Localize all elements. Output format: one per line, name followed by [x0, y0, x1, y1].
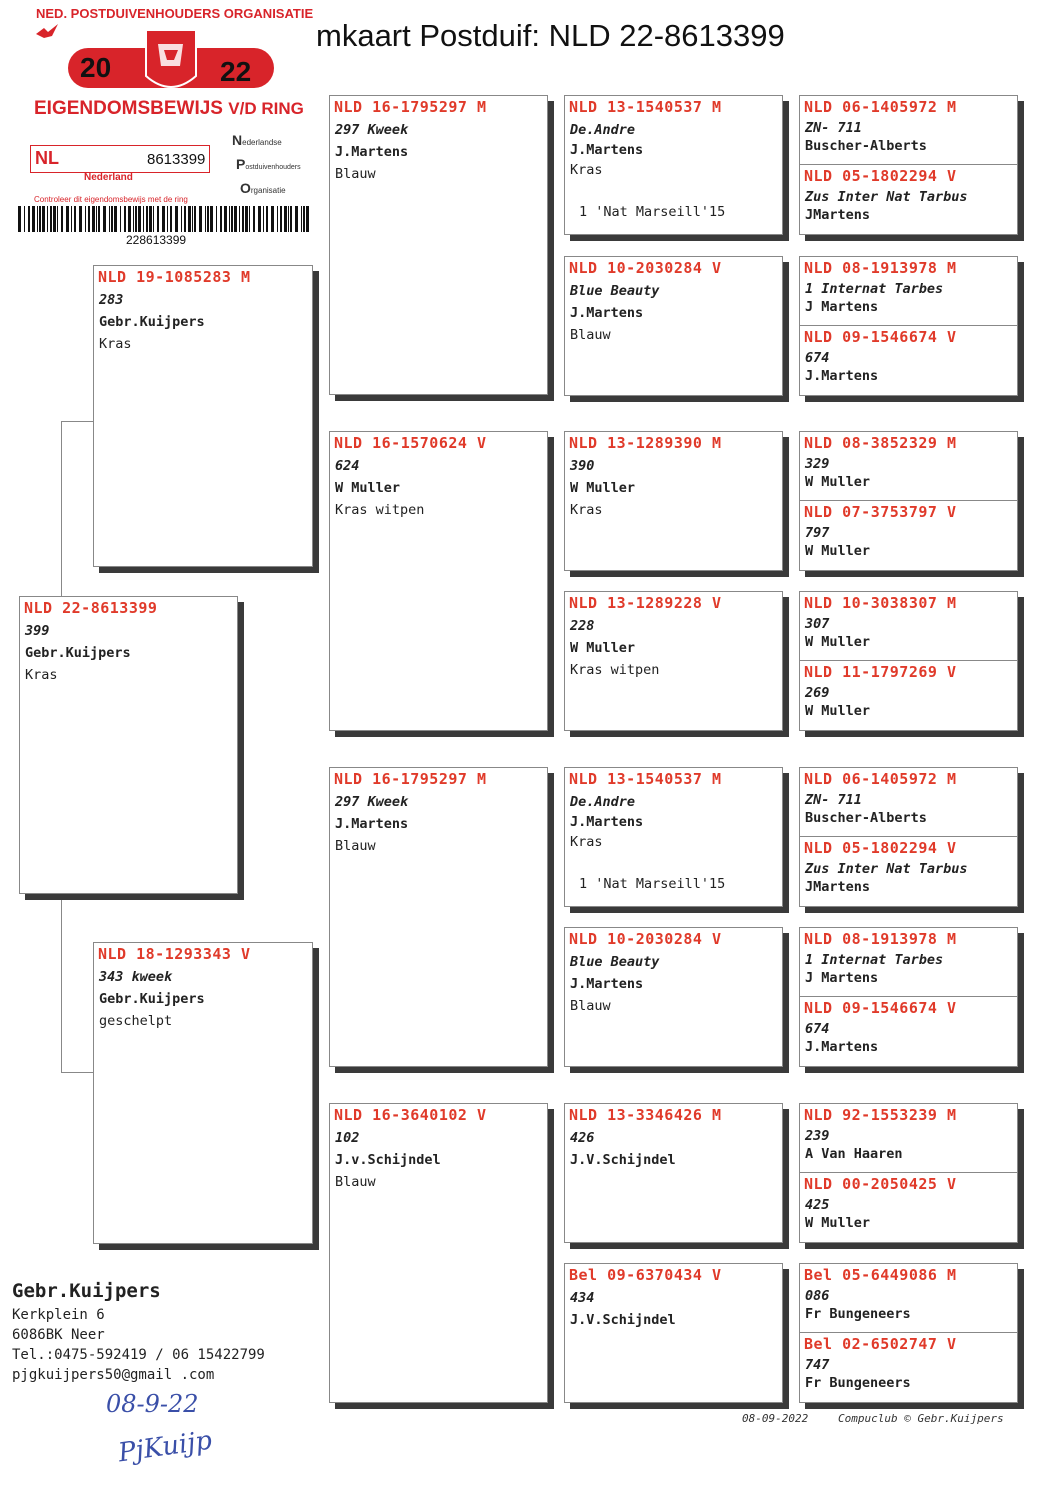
pigeon-name: 390 [570, 458, 595, 474]
barcode-bar [284, 206, 287, 232]
pigeon-color: Kras [570, 162, 603, 178]
barcode-bar [295, 206, 298, 232]
npo-line-n: Nederlandse [232, 132, 282, 148]
pigeon-extra: 1 'Nat Marseill'15 [579, 876, 726, 892]
ancestor-top [800, 1264, 1017, 1332]
ring-number: NLD 16-1570624 V [334, 434, 487, 452]
pigeon-owner: Buscher-Alberts [805, 138, 927, 154]
ring-number: NLD 13-1289228 V [569, 594, 722, 612]
pigeon-name: 434 [570, 1290, 595, 1306]
barcode-bar [234, 206, 237, 232]
pigeon-name: 1 Internat Tarbes [805, 281, 944, 297]
pigeon-name: 297 Kweek [335, 122, 409, 138]
barcode-bar [28, 206, 30, 232]
pigeon-color: Kras witpen [570, 662, 660, 678]
barcode-bar [79, 206, 82, 232]
pigeon-name: 239 [805, 1128, 830, 1144]
pigeon-name: 426 [570, 1130, 595, 1146]
ring-number: NLD 09-1546674 V [804, 999, 957, 1017]
barcode-bar [53, 206, 56, 232]
pigeon-owner: Gebr.Kuijpers [99, 314, 205, 330]
headline-main: EIGENDOMSBEWIJS [34, 98, 223, 119]
ancestor-bottom [800, 836, 1017, 909]
barcode-bar [188, 206, 191, 232]
pigeon-card-fmm[interactable] [564, 591, 783, 731]
ring-number: NLD 08-1913978 M [804, 930, 957, 948]
ring-number: NLD 08-3852329 M [804, 434, 957, 452]
ancestor-top [800, 592, 1017, 660]
pigeon-owner: J.Martens [335, 816, 409, 832]
barcode-bar [98, 206, 100, 232]
ancestor-pair-card[interactable] [799, 95, 1018, 235]
pigeon-owner: W Muller [335, 480, 401, 496]
ring-number: NLD 16-1795297 M [334, 98, 487, 116]
pigeon-card-mm[interactable] [329, 1103, 548, 1403]
pigeon-owner: JMartens [805, 207, 871, 223]
barcode-bar [157, 206, 159, 232]
barcode-bar [128, 206, 131, 232]
pigeon-name: ZN- 711 [805, 792, 862, 808]
pigeon-owner: J.Martens [335, 144, 409, 160]
ancestor-bottom [800, 500, 1017, 573]
pigeon-color: Kras [570, 834, 603, 850]
barcode-bar [205, 206, 206, 232]
barcode-bar [32, 206, 35, 232]
pigeon-color: Blauw [335, 838, 376, 854]
pigeon-owner: J.V.Schijndel [570, 1152, 676, 1168]
barcode-bar [224, 206, 227, 232]
barcode-bar [111, 206, 113, 232]
pigeon-owner: W Muller [805, 474, 871, 490]
ring-number: NLD 16-1795297 M [334, 770, 487, 788]
pigeon-owner: Gebr.Kuijpers [25, 645, 131, 661]
ancestor-pair-card[interactable] [799, 431, 1018, 571]
barcode-bar [306, 206, 309, 232]
barcode-bar [216, 206, 217, 232]
page-title: mkaart Postduif: NLD 22-8613399 [316, 18, 785, 53]
pigeon-name: 747 [805, 1357, 830, 1373]
footer-credit: Compuclub © Gebr.Kuijpers [838, 1412, 1004, 1425]
pigeon-owner: J.Martens [570, 142, 644, 158]
barcode-bar [50, 206, 52, 232]
barcode-bar [229, 206, 230, 232]
pigeon-name: 297 Kweek [335, 794, 409, 810]
pigeon-card-mmf[interactable] [564, 1103, 783, 1243]
owner-phone: Tel.:0475-592419 / 06 15422799 [12, 1347, 265, 1363]
connector-top [61, 421, 93, 422]
ancestor-top [800, 257, 1017, 325]
barcode-bar [239, 206, 240, 232]
pigeon-name: Zus Inter Nat Tarbus [805, 189, 968, 205]
pigeon-color: Blauw [570, 998, 611, 1014]
pigeon-name: Blue Beauty [570, 954, 660, 970]
pigeon-owner: J.Martens [805, 1039, 879, 1055]
barcode-bar [103, 206, 106, 232]
barcode-bar [138, 206, 141, 232]
ring-number: NLD 13-1289390 M [569, 434, 722, 452]
barcode-bar [277, 206, 278, 232]
barcode-bar [199, 206, 202, 232]
pigeon-owner: Fr Bungeneers [805, 1375, 911, 1391]
ring-number: NLD 11-1797269 V [804, 663, 957, 681]
pigeon-name: De.Andre [570, 794, 636, 810]
pigeon-owner: A Van Haaren [805, 1146, 903, 1162]
pigeon-extra: 1 'Nat Marseill'15 [579, 204, 726, 220]
owner-email: pjgkuijpers50@gmail .com [12, 1367, 215, 1383]
pigeon-owner: Buscher-Alberts [805, 810, 927, 826]
ancestor-top [800, 96, 1017, 164]
ring-number: NLD 09-1546674 V [804, 328, 957, 346]
headline-suffix: V/D RING [228, 99, 304, 118]
pigeon-name: 399 [25, 623, 50, 639]
pigeon-owner: W Muller [570, 640, 636, 656]
barcode-bar [57, 206, 58, 232]
barcode-bar [181, 206, 182, 232]
ring-number-box [30, 145, 210, 173]
ring-number: NLD 06-1405972 M [804, 770, 957, 788]
ancestor-pair-card[interactable] [799, 1263, 1018, 1403]
pigeon-name: Zus Inter Nat Tarbus [805, 861, 968, 877]
pigeon-owner: Fr Bungeneers [805, 1306, 911, 1322]
pigeon-owner: W Muller [805, 543, 871, 559]
pigeon-owner: J.Martens [570, 814, 644, 830]
barcode-bar [301, 206, 302, 232]
pigeon-card-fm[interactable] [329, 431, 548, 731]
ring-number: NLD 19-1085283 M [98, 268, 251, 286]
ancestor-top [800, 432, 1017, 500]
barcode-bar [194, 206, 196, 232]
ring-number: NLD 22-8613399 [24, 599, 158, 617]
barcode-bar [253, 206, 255, 232]
pigeon-card-mff[interactable] [564, 767, 783, 907]
owner-city: 6086BK Neer [12, 1327, 105, 1343]
barcode-bar [258, 206, 261, 232]
barcode-bar [290, 206, 292, 232]
pigeon-name: 102 [335, 1130, 360, 1146]
pigeon-owner: Gebr.Kuijpers [99, 991, 205, 1007]
pigeon-card-subject[interactable] [19, 596, 238, 894]
year-left: 20 [80, 52, 112, 83]
barcode-bar [39, 206, 41, 232]
pigeon-icon [34, 22, 62, 44]
barcode-bar [242, 206, 244, 232]
pigeon-name: 425 [805, 1197, 830, 1213]
ancestor-bottom [800, 1332, 1017, 1405]
pigeon-owner: J.V.Schijndel [570, 1312, 676, 1328]
barcode-bar [280, 206, 282, 232]
pigeon-name: 086 [805, 1288, 830, 1304]
pigeon-owner: J Martens [805, 970, 879, 986]
npo-line-p: Postduivenhouders [236, 156, 301, 172]
ring-number: NLD 05-1802294 V [804, 167, 957, 185]
ring-number: NLD 18-1293343 V [98, 945, 251, 963]
ring-number: NLD 10-2030284 V [569, 930, 722, 948]
barcode-bar [71, 206, 72, 232]
barcode-bar [18, 206, 21, 232]
country-code: NL [35, 148, 59, 168]
barcode-bar [153, 206, 154, 232]
barcode-bar [143, 206, 144, 232]
pigeon-name: 329 [805, 456, 830, 472]
barcode-bar [263, 206, 264, 232]
pigeon-color: Kras [570, 502, 603, 518]
barcode-bar [162, 206, 165, 232]
ancestor-pair-card[interactable] [799, 767, 1018, 907]
barcode-bar [167, 206, 168, 232]
ring-ownership-card [14, 0, 316, 248]
pigeon-name: 797 [805, 525, 830, 541]
pigeon-owner: W Muller [805, 1215, 871, 1231]
pigeon-owner: JMartens [805, 879, 871, 895]
pigeon-name: 674 [805, 350, 830, 366]
pigeon-card-fff[interactable] [564, 95, 783, 235]
ring-number: NLD 08-1913978 M [804, 259, 957, 277]
pigeon-color: Blauw [335, 1174, 376, 1190]
pigeon-name: 343 kweek [99, 969, 173, 985]
pigeon-card-mother[interactable] [93, 942, 313, 1244]
ring-number: NLD 07-3753797 V [804, 503, 957, 521]
nederland-label: Nederland [84, 172, 133, 183]
pigeon-name: 307 [805, 616, 830, 632]
connector-bottom [61, 1072, 93, 1073]
pigeon-card-father[interactable] [93, 265, 313, 567]
barcode-bar [288, 206, 289, 232]
barcode-bar [192, 206, 193, 232]
barcode-bar [42, 206, 45, 232]
ring-number: NLD 16-3640102 V [334, 1106, 487, 1124]
ring-number: NLD 13-3346426 M [569, 1106, 722, 1124]
barcode-bar [271, 206, 274, 232]
barcode-bar [210, 206, 213, 232]
ring-number: NLD 13-1540537 M [569, 98, 722, 116]
pigeon-color: Blauw [335, 166, 376, 182]
card-headline [34, 98, 304, 120]
pigeon-owner: W Muller [570, 480, 636, 496]
barcode-bar [85, 206, 86, 232]
pigeon-card-mmm[interactable] [564, 1263, 783, 1403]
barcode-bar [184, 206, 186, 232]
barcode-bar [120, 206, 121, 232]
year-right: 22 [220, 56, 252, 87]
control-note: Controleer dit eigendomsbewijs met de ring [34, 195, 188, 204]
pigeon-card-mf[interactable] [329, 767, 548, 1067]
pigeon-card-ff[interactable] [329, 95, 548, 395]
ancestor-top [800, 1104, 1017, 1172]
barcode-bar [37, 206, 38, 232]
ancestor-bottom [800, 996, 1017, 1069]
ancestor-bottom [800, 325, 1017, 398]
ancestor-pair-card[interactable] [799, 591, 1018, 731]
ancestor-pair-card[interactable] [799, 256, 1018, 396]
barcode-bar [109, 206, 110, 232]
pigeon-owner: W Muller [805, 634, 871, 650]
barcode-bar [175, 206, 178, 232]
pigeon-name: 228 [570, 618, 595, 634]
ancestor-top [800, 928, 1017, 996]
ring-number: NLD 06-1405972 M [804, 98, 957, 116]
ancestor-pair-card[interactable] [799, 1103, 1018, 1243]
pigeon-owner: J Martens [805, 299, 879, 315]
barcode-bar [124, 206, 126, 232]
ring-number: NLD 10-3038307 M [804, 594, 957, 612]
ring-number: Bel 05-6449086 M [804, 1266, 957, 1284]
barcode-bar [96, 206, 97, 232]
pigeon-name: Blue Beauty [570, 283, 660, 299]
ring-number: NLD 10-2030284 V [569, 259, 722, 277]
pigeon-owner: J.Martens [570, 976, 644, 992]
org-name: NED. POSTDUIVENHOUDERS ORGANISATIE [36, 6, 314, 21]
pigeon-owner: J.Martens [805, 368, 879, 384]
ancestor-bottom [800, 164, 1017, 237]
barcode-bar [88, 206, 90, 232]
pigeon-card-fmf[interactable] [564, 431, 783, 571]
pigeon-name: ZN- 711 [805, 120, 862, 136]
owner-name: Gebr.Kuijpers [12, 1280, 161, 1302]
handwritten-date: 08-9-22 [106, 1390, 199, 1418]
pigeon-name: De.Andre [570, 122, 636, 138]
barcode-bar [61, 206, 63, 232]
pigeon-color: Kras witpen [335, 502, 425, 518]
pigeon-card-mfm[interactable] [564, 927, 783, 1067]
barcode-bar [47, 206, 48, 232]
ancestor-bottom [800, 1172, 1017, 1245]
barcode-bar [114, 206, 117, 232]
barcode-bar [24, 206, 25, 232]
ancestor-top [800, 768, 1017, 836]
pigeon-card-ffm[interactable] [564, 256, 783, 396]
npo-line-o: Organisatie [240, 180, 286, 196]
pigeon-name: 283 [99, 292, 124, 308]
pigeon-name: 624 [335, 458, 360, 474]
footer-date: 08-09-2022 [742, 1412, 809, 1425]
ancestor-bottom [800, 660, 1017, 733]
handwritten-signature: PjKuijp [116, 1425, 214, 1469]
barcode-bar [249, 206, 250, 232]
pigeon-name: 1 Internat Tarbes [805, 952, 944, 968]
barcode-bar [170, 206, 172, 232]
pigeon-owner: J.Martens [570, 305, 644, 321]
barcode-number: 228613399 [126, 233, 187, 247]
barcode-bar [66, 206, 69, 232]
pigeon-name: 269 [805, 685, 830, 701]
pigeon-color: geschelpt [99, 1013, 173, 1029]
barcode-bar [92, 206, 95, 232]
ancestor-pair-card[interactable] [799, 927, 1018, 1067]
ring-number: NLD 00-2050425 V [804, 1175, 957, 1193]
ring-number: 8613399 [147, 151, 206, 168]
barcode-bar [207, 206, 209, 232]
barcode-bar [231, 206, 233, 232]
barcode-bar [266, 206, 268, 232]
barcode-bar [149, 206, 152, 232]
pigeon-owner: W Muller [805, 703, 871, 719]
barcode-bar [135, 206, 137, 232]
barcode-bar [245, 206, 248, 232]
barcode-bar [303, 206, 305, 232]
barcode-bar [133, 206, 134, 232]
pigeon-owner: J.v.Schijndel [335, 1152, 441, 1168]
pigeon-name: 674 [805, 1021, 830, 1037]
pigeon-color: Blauw [570, 327, 611, 343]
barcode-bar [146, 206, 148, 232]
barcode [18, 206, 310, 234]
ring-number: NLD 13-1540537 M [569, 770, 722, 788]
ring-number: NLD 92-1553239 M [804, 1106, 957, 1124]
owner-street: Kerkplein 6 [12, 1307, 105, 1323]
barcode-bar [74, 206, 76, 232]
pigeon-color: Kras [99, 336, 132, 352]
ring-number: NLD 05-1802294 V [804, 839, 957, 857]
pigeon-color: Kras [25, 667, 58, 683]
ring-number: Bel 02-6502747 V [804, 1335, 957, 1353]
barcode-bar [220, 206, 222, 232]
ring-number: Bel 09-6370434 V [569, 1266, 722, 1284]
